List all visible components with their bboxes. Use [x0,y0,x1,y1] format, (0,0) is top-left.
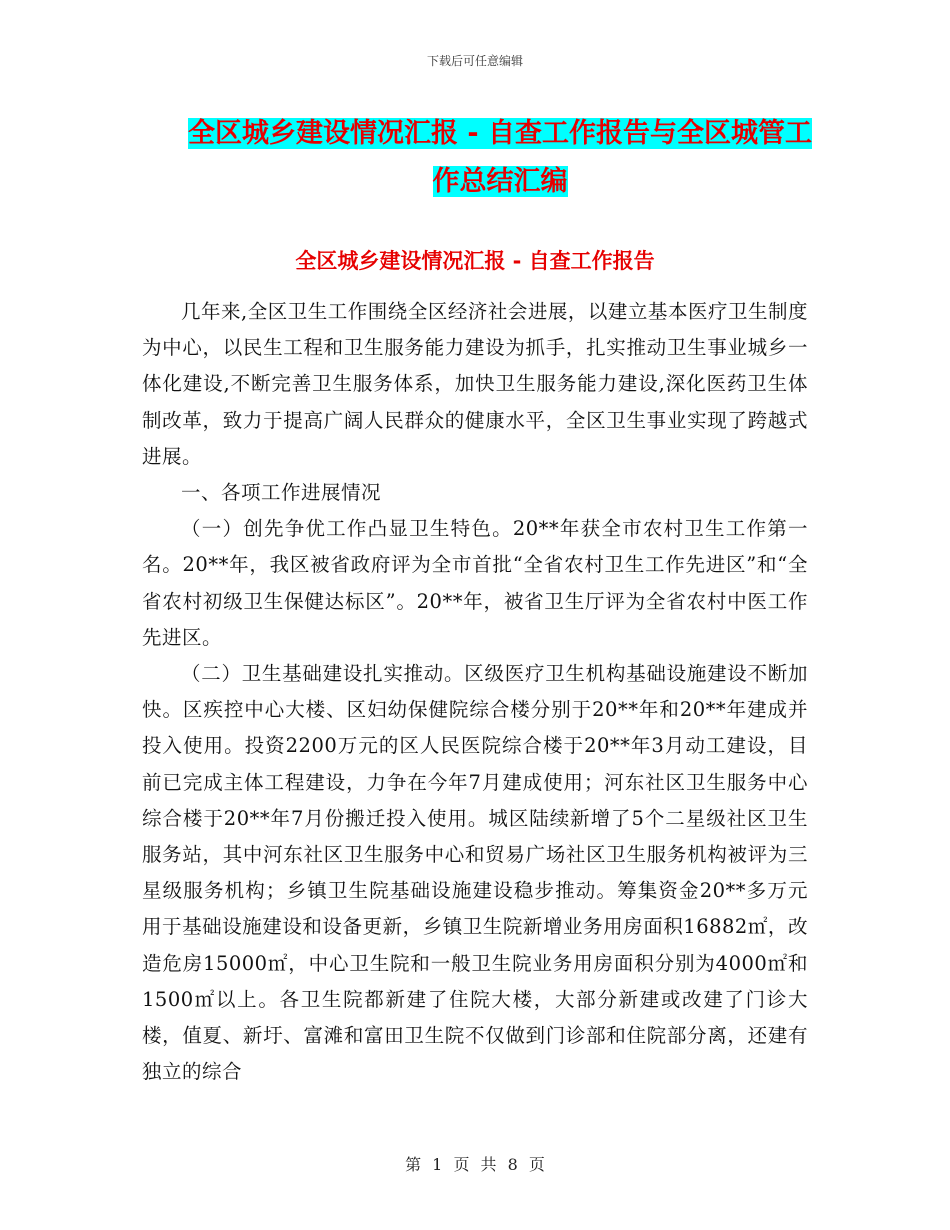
page-header-note: 下载后可任意编辑 [426,54,523,68]
section-title: 全区城乡建设情况汇报 - 自查工作报告 [295,249,655,273]
document-body [142,294,808,1090]
page-number: 第 1 页 共 8 页 [405,1155,545,1174]
paragraph-infrastructure: （二）卫生基础建设扎实推动。区级医疗卫生机构基础设施建设不断加快。区疾控中心大楼、区妇幼保健院综合楼分别于20**年和20**年建成并投入使用。投资2200万元的区人民医院综合楼于20**年3月动工建设，目前已完成主体工程建设，力争在今年7月建成使用；河东社区卫生服务中心综合楼于20**年7月份搬迁投入使用。城区陆续新增了5个二星级社区卫生服务站，其中河东社区卫生服务中心和贸易广场社区卫生服务机构被评为三星级服务机构；乡镇卫生院基础设施建设稳步推动。筹集资金20**多万元用于基础设施建设和设备更新，乡镇卫生院新增业务用房面积16882㎡，改造危房15000㎡，中心卫生院和一般卫生院业务用房面积分别为4000㎡和1500㎡以上。各卫生院都新建了住院大楼，大部分新建或改建了门诊大楼，值夏、新圩、富滩和富田卫生院不仅做到门诊部和住院部分离，还建有独立的综合 [142,662,808,1084]
document-title [186,110,814,206]
paragraph-excellence: （一）创先争优工作凸显卫生特色。20**年获全市农村卫生工作第一名。20**年，我区被省政府评为全市首批“全省农村卫生工作先进区”和“全省农村初级卫生保健达标区”。20**年，被省卫生厅评为全省农村中医工作先进区。 [142,517,808,649]
document-title-line-1: 全区城乡建设情况汇报 - 自查工作报告与全区城管工 [187,118,812,149]
document-title-line-2: 作总结汇编 [432,166,568,197]
heading-progress: 一、各项工作进展情况 [181,481,382,505]
paragraph-intro: 几年来,全区卫生工作围绕全区经济社会进展，以建立基本医疗卫生制度为中心，以民生工程和卫生服务能力建设为抓手，扎实推动卫生事业城乡一体化建设,不断完善卫生服务体系，加快卫生服务能力建设,深化医药卫生体制改革，致力于提高广阔人民群众的健康水平，全区卫生事业实现了跨越式进展。 [142,300,808,468]
